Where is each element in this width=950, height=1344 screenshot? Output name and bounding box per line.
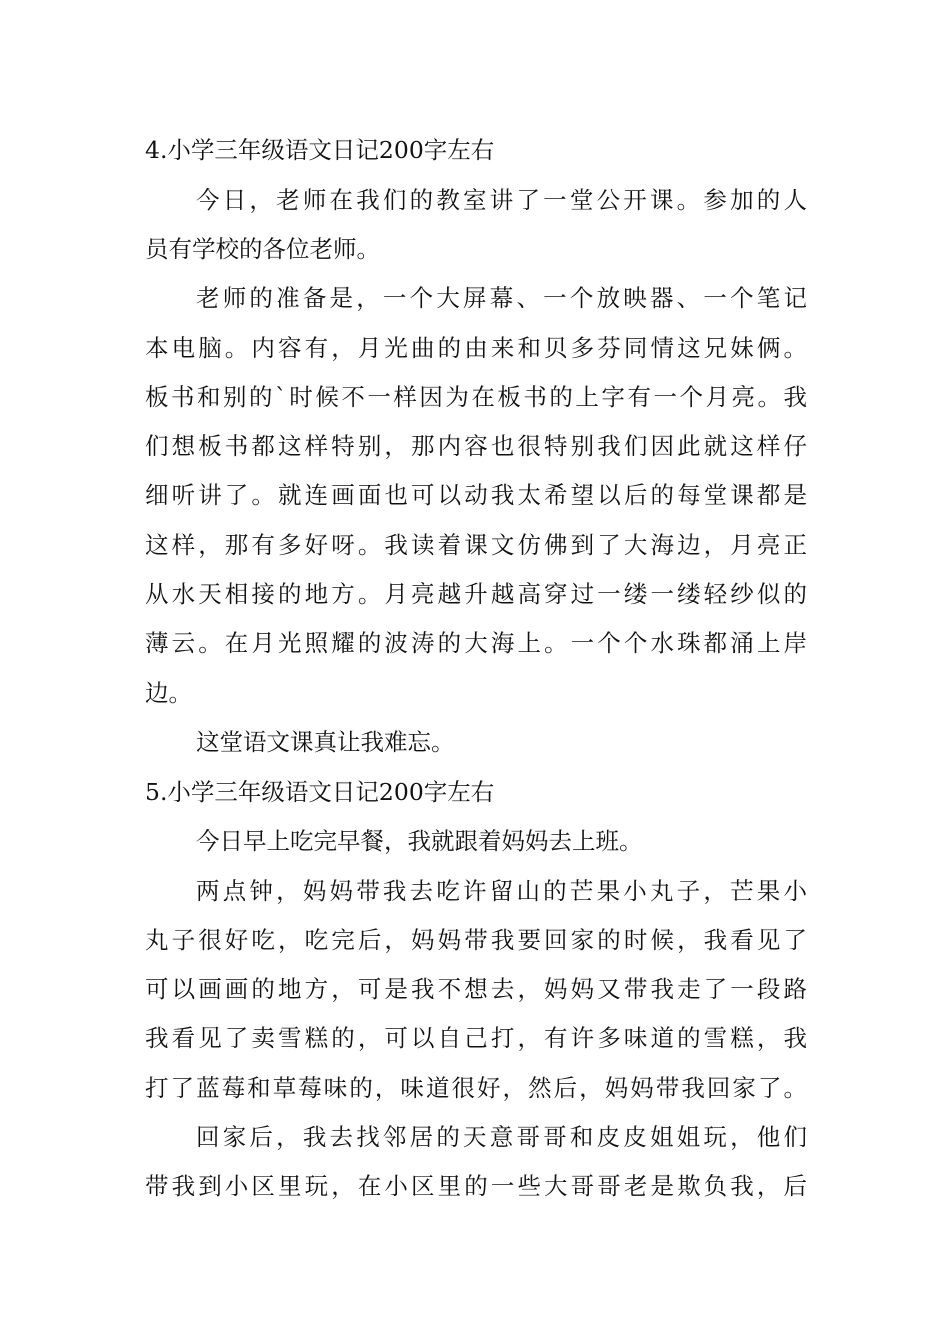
paragraph-line: 从水天相接的地方。月亮越升越高穿过一缕一缕轻纱似的: [145, 580, 807, 608]
paragraph-line: 我看见了卖雪糕的，可以自己打，有许多味道的雪糕，我: [145, 1024, 807, 1052]
paragraph-line: 打了蓝莓和草莓味的，味道很好，然后，妈妈带我回家了。: [145, 1074, 807, 1102]
paragraph-line: 们想板书都这样特别，那内容也很特别我们因此就这样仔: [145, 432, 807, 460]
paragraph-line: 员有学校的各位老师。: [145, 235, 380, 263]
paragraph-line: 这堂语文课真让我难忘。: [196, 728, 455, 756]
paragraph-line: 板书和别的`时候不一样因为在板书的上字有一个月亮。我: [145, 383, 807, 411]
paragraph-line: 边。: [145, 679, 192, 707]
paragraph-line: 薄云。在月光照耀的波涛的大海上。一个个水珠都涌上岸: [145, 629, 807, 657]
paragraph-line: 细听讲了。就连画面也可以动我太希望以后的每堂课都是: [145, 481, 807, 509]
paragraph-line: 两点钟，妈妈带我去吃许留山的芒果小丸子，芒果小: [196, 877, 807, 905]
paragraph-line: 可以画画的地方，可是我不想去，妈妈又带我走了一段路: [145, 975, 807, 1003]
paragraph-line: 今日，老师在我们的教室讲了一堂公开课。参加的人: [196, 186, 807, 214]
paragraph-line: 本电脑。内容有，月光曲的由来和贝多芬同情这兄妹俩。: [145, 334, 807, 362]
section-heading-4: 4.小学三年级语文日记200字左右: [145, 136, 495, 164]
paragraph-line: 这样，那有多好呀。我读着课文仿佛到了大海边，月亮正: [145, 531, 807, 559]
section-heading-5: 5.小学三年级语文日记200字左右: [145, 778, 495, 806]
paragraph-line: 回家后，我去找邻居的天意哥哥和皮皮姐姐玩，他们: [196, 1123, 807, 1151]
paragraph-line: 丸子很好吃，吃完后，妈妈带我要回家的时候，我看见了: [145, 926, 807, 954]
paragraph-line: 带我到小区里玩，在小区里的一些大哥哥老是欺负我，后: [145, 1172, 807, 1200]
paragraph-line: 今日早上吃完早餐，我就跟着妈妈去上班。: [196, 827, 643, 855]
paragraph-line: 老师的准备是，一个大屏幕、一个放映器、一个笔记: [196, 284, 807, 312]
